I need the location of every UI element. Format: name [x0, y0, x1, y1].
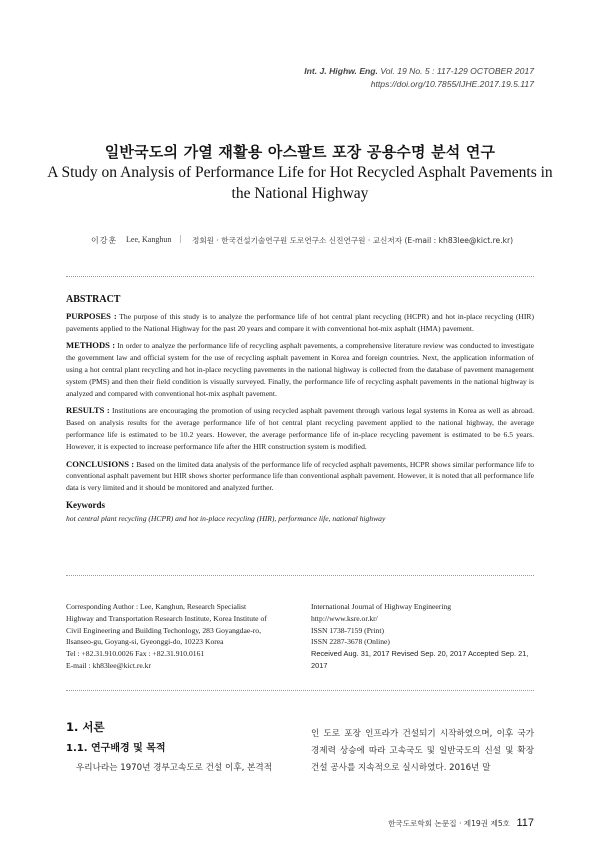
journal-abbreviation: Int. J. Highw. Eng. [304, 66, 378, 76]
issn-online: ISSN 2287-3678 (Online) [311, 637, 390, 647]
purposes-text: The purpose of this study is to analyze the performance life of hot central plant recycling (HCPR) and hot in-place recycling (HIR) pavements applied to the National Highway for the past 20 years and compare it with conventional hot-mix asphalt (HMA) pavement. [66, 311, 534, 333]
abstract-conclusions [66, 459, 534, 494]
divider-bottom [66, 690, 534, 691]
author-separator: | [180, 234, 182, 243]
journal-citation [304, 65, 534, 78]
korean-title: 일반국도의 가열 재활용 아스팔트 포장 공용수명 분석 연구 [104, 143, 496, 161]
divider-middle [66, 575, 534, 576]
corresponding-line-4: Ilsanseo-gu, Goyang-si, Gyeonggi-do, 10223 Korea [66, 637, 224, 647]
page-number: 117 [516, 817, 534, 829]
abstract-section [66, 294, 534, 525]
doi-link[interactable]: https://doi.org/10.7855/IJHE.2017.19.5.117 [370, 79, 534, 89]
subsection-heading: 1.1. 연구배경 및 목적 [66, 743, 166, 754]
section-heading: 1. 서론 [66, 720, 105, 734]
methods-label: METHODS : [66, 340, 116, 351]
results-text: Institutions are encouraging the promotion of using recycled asphalt pavement through various legal systems in Korea as well as abroad. Based on analysis results for the average performance life of hot central plant recycling pavement applied to the national highway, the average performance life is estimated to be 10.2 years. However, the average performance life of in-place recycling pavement is estimated to be 6.5 years. However, it is expected to increase performance life after the HIR construction system is modified. [66, 406, 534, 451]
received-dates: Received Aug. 31, 2017 Revised Sep. 20, 2017 Accepted Sep. 21, 2017 [311, 649, 529, 670]
divider-top [66, 276, 534, 277]
english-title: A Study on Analysis of Performance Life for Hot Recycled Asphalt Pavements in the National Highway [47, 164, 553, 202]
abstract-heading: ABSTRACT [66, 294, 121, 305]
footer-journal: 한국도로학회 논문집 · 제19권 제5호 [388, 819, 511, 828]
abstract-results [66, 405, 534, 452]
corresponding-line-1: Corresponding Author : Lee, Kanghun, Research Specialist [66, 602, 247, 611]
keywords-list: hot central plant recycling (HCPR) and hot in-place recycling (HIR), performance life, national highway [66, 513, 386, 523]
journal-url[interactable]: http://www.ksre.or.kr/ [311, 613, 378, 623]
keywords-heading: Keywords [66, 499, 105, 510]
body-text-right: 인 도로 포장 인프라가 건설되기 시작하였으며, 이후 국가 경제력 상승에 따라 고속국도 및 일반국도의 신설 및 확장 건설 공사를 지속적으로 실시하였다. 2016년 말 [311, 729, 534, 773]
corresponding-author-block [66, 601, 296, 672]
journal-header [304, 65, 534, 91]
journal-name: International Journal of Highway Engineering [311, 602, 452, 611]
corresponding-line-5: Tel : +82.31.910.0026 Fax : +82.31.910.0161 [66, 649, 205, 659]
author-english-name: Lee, Kanghun [126, 235, 172, 244]
conclusions-text: Based on the limited data analysis of the performance life of recycled asphalt pavements, HCPR shows similar performance life to conventional asphalt pavement but HIR shows shorter performance life than conventional asphalt pavement. However, it is noted that all performance life data is very limited and it should be monitored and analyzed further. [66, 459, 534, 493]
conclusions-label: CONCLUSIONS : [66, 458, 135, 469]
results-label: RESULTS : [66, 405, 110, 416]
corresponding-email[interactable]: E-mail : kh83lee@kict.re.kr [66, 660, 152, 670]
issn-print: ISSN 1738-7159 (Print) [311, 625, 384, 635]
author-affiliation: 정회원 · 한국건설기술연구원 도로연구소 신진연구원 · 교신저자 (E-mail : kh83lee@kict.re.kr) [192, 236, 514, 245]
corresponding-line-3: Civil Engineering and Building Techonlogy, 283 Goyangdae-ro, [66, 625, 261, 635]
publication-info-block [311, 601, 541, 672]
methods-text: In order to analyze the performance life of recycling asphalt pavements, a comprehensive literature review was conducted to investigate the government law and official system for the use of recycling asphalt pavement in Korea and foreign countries. Next, the application information of using a hot central plant recycling and hot in-place recycling pavements in the national highway is collected from the database of pavement management system (PMS) and then their field condition is visually surveyed. Finally, the performance life of recycling asphalt pavements in the national highway is analyzed and compared with conventional hot-mix asphalt pavement. [66, 341, 534, 398]
purposes-label: PURPOSES : [66, 310, 117, 321]
corresponding-line-2: Highway and Transportation Research Institute, Korea Institute of [66, 613, 267, 623]
body-text-left: 우리나라는 1970년 경부고속도로 건설 이후, 본격적 [76, 763, 272, 773]
abstract-purposes [66, 311, 534, 335]
abstract-methods [66, 340, 534, 399]
page-footer [388, 817, 534, 829]
journal-volume: Vol. 19 No. 5 : 117-129 OCTOBER 2017 [377, 66, 534, 76]
author-korean-name: 이강훈 [91, 236, 118, 245]
